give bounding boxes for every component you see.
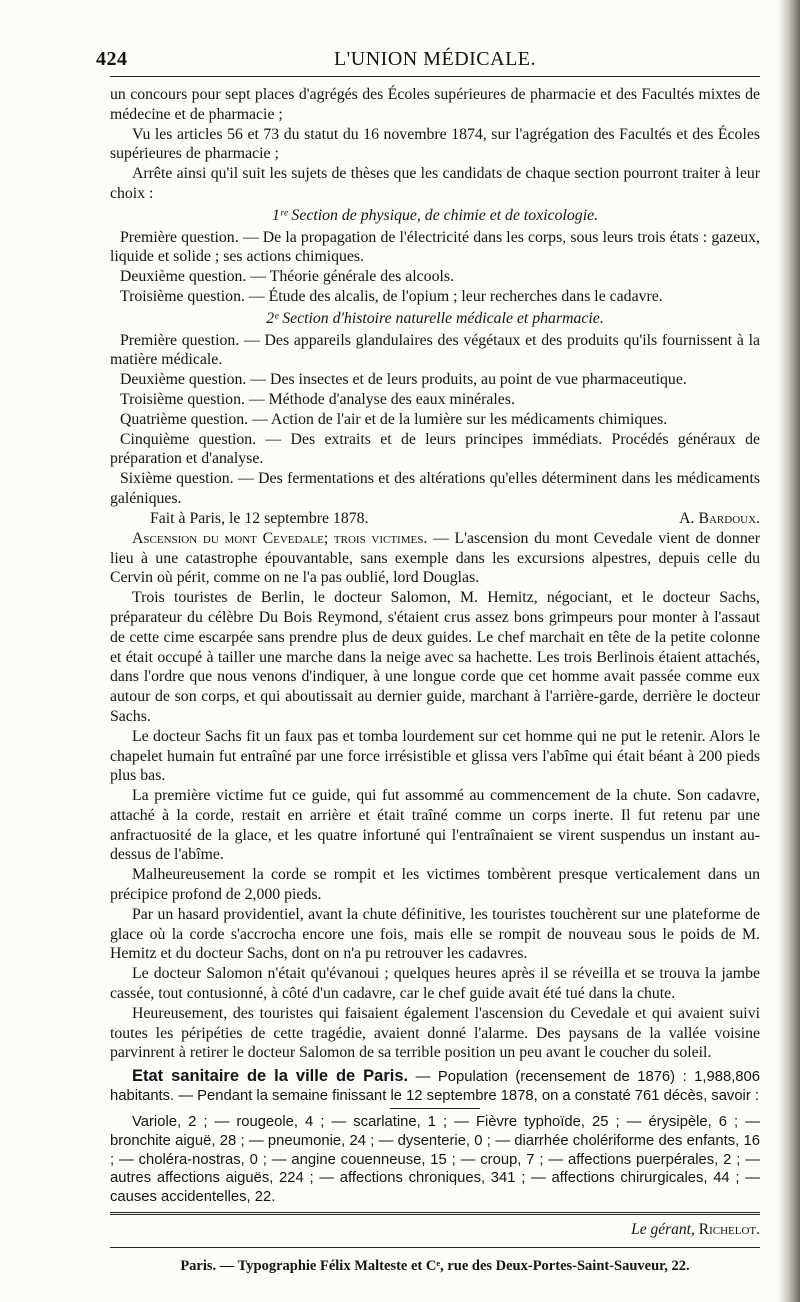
section-1-title: 1ʳᵉ Section de physique, de chimie et de toxicologie. bbox=[271, 206, 599, 224]
section-2-title: 2ᵉ Section d'histoire naturelle médicale et pharmacie. bbox=[266, 309, 604, 327]
intro-paragraph-3: Arrête ainsi qu'il suit les sujets de thèses que les candidats de chaque section pourront traiter à leur choix : bbox=[110, 165, 760, 202]
signature-place-date: Fait à Paris, le 12 septembre 1878. bbox=[150, 509, 369, 527]
section-1-question-2: Deuxième question. — Théorie générale des alcools. bbox=[120, 268, 454, 286]
ascension-paragraph-3: Le docteur Sachs fit un faux pas et tomba lourdement sur cet homme qui ne put le retenir. Alors le chapelet humain fut entraîné par une force irrésistible et glissa vers l'abîme qui était béant à 200 pieds plus bas. bbox=[110, 727, 760, 785]
page-edge-shadow bbox=[778, 0, 800, 1302]
gerant-name: Richelot. bbox=[698, 1221, 760, 1239]
section-1-question-1: Première question. — De la propagation de l'électricité dans les corps, sous leurs trois états : gazeux, liquide et solide ; ses actions chimiques. bbox=[110, 228, 760, 266]
ascension-paragraph-8: Heureusement, des touristes qui faisaient également l'ascension du Cevedale et qui avaient suivi toutes les péripéties de cette tragédie, avaient donné l'alarme. Des paysans de la vallée voisine parvinrent à retirer le docteur Salomon de sa terrible position un peu avant le coucher du soleil. bbox=[110, 1004, 760, 1062]
ascension-paragraph-4: La première victime fut ce guide, qui fut assommé au commencement de la chute. Son cadavre, attaché à la corde, restait en arrière et était traîné comme un corps inerte. Il fut retenu par une anfractuosité de la glace, et les quatre infortuné qui l'entraînaient se virent suspendus un instant au-dessus de l'abîme. bbox=[110, 787, 760, 864]
section-2-question-1: Première question. — Des appareils glandulaires des végétaux et des produits qu'ils fournissent à la matière médicale. bbox=[110, 331, 760, 369]
section-2-question-5: Cinquième question. — Des extraits et de leurs principes immédiats. Procédés généraux de préparation et d'analyse. bbox=[110, 430, 760, 468]
section-1-question-3: Troisième question. — Étude des alcalis, de l'opium ; leur recherches dans le cadavre. bbox=[120, 287, 663, 305]
journal-title: L'UNION MÉDICALE. bbox=[333, 48, 537, 70]
gerant-line bbox=[110, 1221, 760, 1239]
signature-name: A. Bardoux. bbox=[679, 509, 760, 527]
journal-page bbox=[96, 40, 760, 1275]
ascension-paragraph-5: Malheureusement la corde se rompit et les victimes tombèrent presque verticalement dans un précipice profond de 2,000 pieds. bbox=[110, 866, 760, 904]
printer-footer: Paris. — Typographie Félix Malteste et Cᵉ, rue des Deux-Portes-Saint-Sauveur, 22. bbox=[110, 1247, 760, 1275]
short-divider bbox=[390, 1108, 480, 1109]
intro-paragraph-1: un concours pour sept places d'agrégés des Écoles supérieures de pharmacie et des Facultés mixtes de médecine et de pharmacie ; bbox=[110, 86, 760, 123]
intro-paragraph-2: Vu les articles 56 et 73 du statut du 16 novembre 1874, sur l'agrégation des Facultés et des Écoles supérieures de pharmacie ; bbox=[110, 125, 760, 163]
ascension-heading: Ascension du mont Cevedale; trois victimes. bbox=[132, 529, 428, 547]
ascension-paragraph-2: Trois touristes de Berlin, le docteur Salomon, M. Hemitz, négociant, et le docteur Sachs, préparateur du célèbre Du Bois Reymond, s'étaient crus assez bons grimpeurs pour monter à l'assaut de cette cime escarpée sans prendre plus de deux guides. Le chef marchait en tête de la petite colonne et était occupé à tailler une marche dans la neige avec sa hachette. Les trois Berlinois étaient attachés, dans l'ordre que nous venons d'indiquer, à une longue corde que cet homme avait passée comme eux autour de son corps, et qui aboutissait au dernier guide, marchant à l'arrière-garde, derrière le docteur Sachs. bbox=[110, 589, 760, 725]
closing-rule bbox=[110, 1212, 760, 1215]
signature-line bbox=[110, 509, 760, 529]
page-number: 424 bbox=[96, 48, 128, 70]
section-2-question-6: Sixième question. — Des fermentations et des altérations qu'elles déterminent dans les médicaments galéniques. bbox=[110, 470, 760, 507]
section-2-question-2: Deuxième question. — Des insectes et de leurs produits, au point de vue pharmaceutique. bbox=[120, 371, 687, 389]
section-2-question-3: Troisième question. — Méthode d'analyse des eaux minérales. bbox=[120, 390, 515, 408]
health-report-causes: Variole, 2 ; — rougeole, 4 ; — scarlatine, 1 ; — Fièvre typhoïde, 25 ; — érysipèle, 6 ; — bronchite aiguë, 28 ; — pneumonie, 24 ; — dysenterie, 0 ; — diarrhée cholériforme des enfants, 16 ; — choléra-nostras, 0 ; — angine couenneuse, 15 ; — croup, 7 ; — affections puerpérales, 2 ; — autres affections aiguës, 224 ; — affections chroniques, 341 ; — affections chirurgicales, 44 ; — causes accidentelles, 22. bbox=[110, 1114, 760, 1205]
ascension-lead-text: — L'ascension du mont Cevedale vient de donner lieu à une catastrophe épouvantable, sans exemple dans les excursions alpestres, depuis celle du Cervin où périt, comme on ne l'a pas oublié, lord Douglas. bbox=[110, 529, 760, 587]
ascension-paragraph-6: Par un hasard providentiel, avant la chute définitive, les touristes touchèrent sur une plateforme de glace où la corde s'accrocha encore une fois, mais elle se rompit de nouveau sous le poids de M. Hemitz et du docteur Sachs, dont on n'a pu retrouver les cadavres. bbox=[110, 905, 760, 963]
section-2-question-4: Quatrième question. — Action de l'air et de la lumière sur les médicaments chimiques. bbox=[120, 410, 668, 428]
health-report-text: — Population (recensement de 1876) : 1,988,806 habitants. — Pendant la semaine finissant le 12 septembre 1878, on a constaté 761 décès, savoir : bbox=[110, 1069, 760, 1104]
header-rule bbox=[110, 76, 760, 77]
health-report-intro bbox=[110, 1067, 760, 1105]
gerant-label: Le gérant, bbox=[631, 1221, 695, 1239]
ascension-paragraph-1 bbox=[110, 529, 760, 588]
health-report-heading: Etat sanitaire de la ville de Paris. bbox=[132, 1067, 409, 1086]
ascension-paragraph-7: Le docteur Salomon n'était qu'évanoui ; quelques heures après il se réveilla et se trouva la jambe cassée, tout contusionné, à côté d'un cadavre, car le chef guide avait été tué dans la chute. bbox=[110, 965, 760, 1003]
page-header bbox=[96, 40, 760, 74]
health-report bbox=[110, 1067, 760, 1206]
